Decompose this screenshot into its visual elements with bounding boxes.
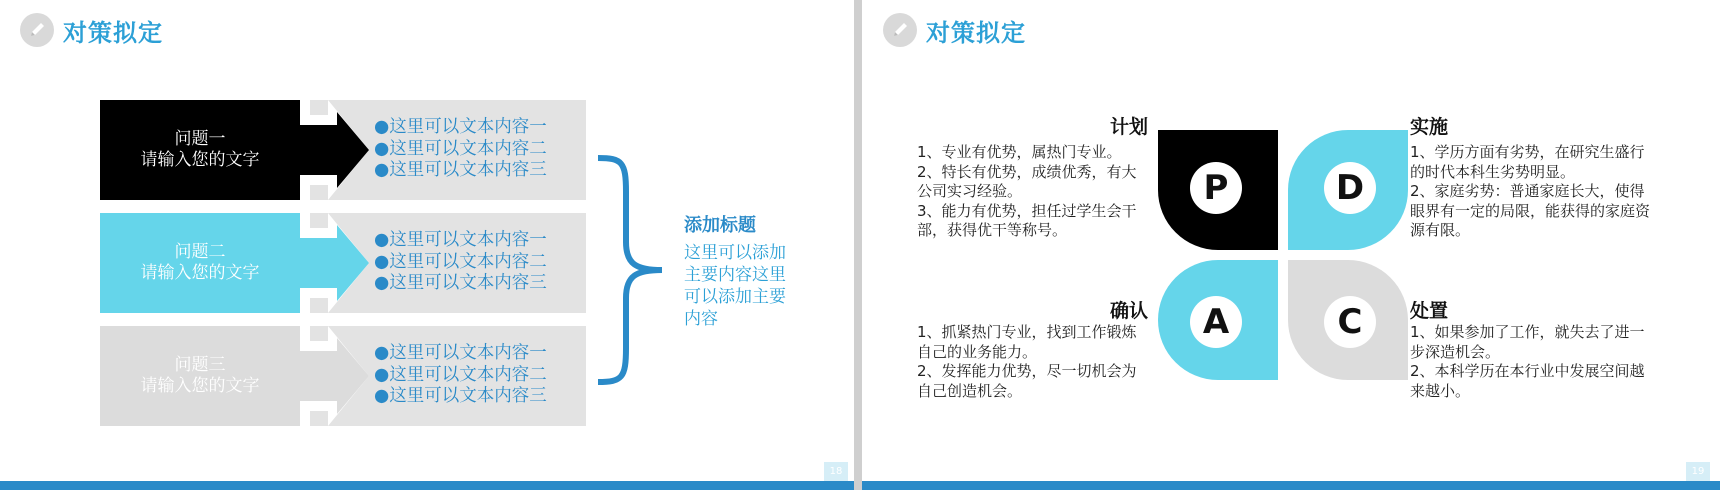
plan-line: 2、特长有优势，成绩优秀，有大公司实习经验。 <box>917 162 1137 200</box>
page-number: 18 <box>824 462 848 481</box>
bottom-bar <box>862 481 1720 490</box>
problem-row-2 <box>100 213 586 313</box>
bullet-item: ●这里可以文本内容三 <box>374 386 547 406</box>
arrow-right-icon <box>299 213 369 313</box>
check-line: 2、发挥能力优势，尽一切机会为自己创造机会。 <box>917 362 1137 400</box>
act-text <box>1410 323 1655 401</box>
side-title: 添加标题 <box>684 215 756 236</box>
bullet-list <box>374 343 547 408</box>
problem-title: 问题三 <box>174 355 226 375</box>
pencil-icon <box>883 13 917 47</box>
bullet-item: ●这里可以文本内容一 <box>374 117 547 137</box>
act-line: 2、本科学历在本行业中发展空间越来越小。 <box>1410 362 1645 400</box>
plan-line: 1、专业有优势，属热门专业。 <box>917 143 1122 161</box>
problem-title: 问题一 <box>174 129 226 149</box>
pencil-icon <box>20 13 54 47</box>
slide-title-row <box>20 12 163 48</box>
problem-subtitle: 请输入您的文字 <box>140 263 260 283</box>
bullet-item: ●这里可以文本内容二 <box>374 251 547 272</box>
slide-title: 对策拟定 <box>63 18 163 47</box>
check-line: 1、抓紧热门专业，找到工作锻炼自己的业务能力。 <box>917 323 1137 361</box>
problem-title: 问题二 <box>174 242 226 262</box>
slide-title: 对策拟定 <box>926 18 1026 47</box>
bullet-item: ●这里可以文本内容三 <box>374 273 547 293</box>
do-line: 1、学历方面有劣势，在研究生盛行的时代本科生劣势明显。 <box>1410 143 1645 181</box>
pdca-letter-p: P <box>1203 168 1229 208</box>
pdca-letter-c: C <box>1337 302 1363 342</box>
pdca-letter-a: A <box>1202 302 1230 342</box>
slide-19 <box>862 0 1720 490</box>
problem-box-2 <box>100 213 300 313</box>
problem-subtitle: 请输入您的文字 <box>140 150 260 170</box>
bullet-item: ●这里可以文本内容一 <box>374 343 547 363</box>
bullet-item: ●这里可以文本内容二 <box>374 364 547 385</box>
bullet-item: ●这里可以文本内容二 <box>374 138 547 159</box>
plan-text <box>917 143 1147 241</box>
act-line: 1、如果参加了工作，就失去了进一步深造机会。 <box>1410 323 1645 361</box>
plan-heading: 计划 <box>1109 116 1148 138</box>
act-heading: 处置 <box>1410 300 1449 322</box>
do-line: 2、家庭劣势：普通家庭长大，使得眼界有一定的局限，能获得的家庭资源有限。 <box>1410 182 1651 239</box>
do-text <box>1410 143 1655 241</box>
curly-brace <box>596 152 666 392</box>
check-heading: 确认 <box>1109 300 1148 322</box>
problem-subtitle: 请输入您的文字 <box>140 376 260 396</box>
side-body: 这里可以添加主要内容这里可以添加主要内容 <box>684 243 786 329</box>
plan-line: 3、能力有优势，担任过学生会干部，获得优干等称号。 <box>917 201 1137 239</box>
bottom-bar <box>0 481 854 490</box>
problem-row-3 <box>100 326 586 426</box>
problem-row-1 <box>100 100 586 200</box>
page-number: 19 <box>1686 462 1710 481</box>
slide-title-row <box>883 12 1026 48</box>
bullet-list <box>374 230 547 295</box>
bullet-item: ●这里可以文本内容一 <box>374 230 547 250</box>
problem-box-1 <box>100 100 300 200</box>
bullet-item: ●这里可以文本内容三 <box>374 160 547 180</box>
arrow-right-icon <box>299 326 369 426</box>
do-heading: 实施 <box>1410 116 1449 138</box>
check-text <box>917 323 1147 401</box>
slide-18 <box>0 0 854 490</box>
pdca-letter-d: D <box>1335 168 1365 208</box>
arrow-right-icon <box>299 100 369 200</box>
problem-box-3 <box>100 326 300 426</box>
bullet-list <box>374 117 547 182</box>
